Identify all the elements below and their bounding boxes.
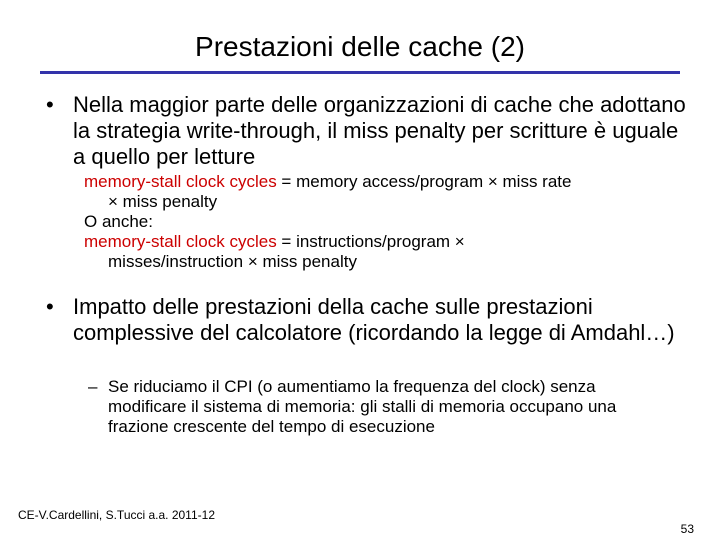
title-divider (40, 71, 680, 74)
formula-2-rhs: = instructions/program × (276, 232, 465, 251)
alt-label: O anche: (84, 212, 153, 231)
page-number: 53 (680, 522, 694, 536)
sub-bullet-marker: – (88, 377, 98, 396)
bullet-marker: • (46, 294, 54, 319)
formula-block (84, 172, 684, 272)
formula-2-lhs: memory-stall clock cycles (84, 232, 277, 251)
bullet-text: Nella maggior parte delle organizzazioni di cache che adottano la strategia write-through, il miss penalty per scritture è uguale a quello per letture (73, 92, 686, 169)
sub-bullet-cpi (88, 377, 648, 437)
formula-2-line-1 (84, 232, 684, 252)
bullet-write-through (46, 92, 686, 170)
footer-credits: CE-V.Cardellini, S.Tucci a.a. 2011-12 (18, 508, 215, 522)
bullet-text: Impatto delle prestazioni della cache sulle prestazioni complessive del calcolatore (ricordando la legge di Amdahl…) (73, 294, 675, 345)
slide-title: Prestazioni delle cache (2) (195, 31, 525, 62)
formula-1-lhs: memory-stall clock cycles (84, 172, 277, 191)
formula-1-line-1 (84, 172, 684, 192)
sub-bullet-text: Se riduciamo il CPI (o aumentiamo la frequenza del clock) senza modificare il sistema di memoria: gli stalli di memoria occupano una frazione crescente del tempo di esecuzione (108, 377, 617, 436)
formula-2-line-2: misses/instruction × miss penalty (108, 252, 357, 271)
bullet-amdahl (46, 294, 686, 346)
formula-1-rhs: = memory access/program × miss rate (276, 172, 572, 191)
bullet-marker: • (46, 92, 54, 117)
formula-1-line-2: × miss penalty (108, 192, 218, 211)
